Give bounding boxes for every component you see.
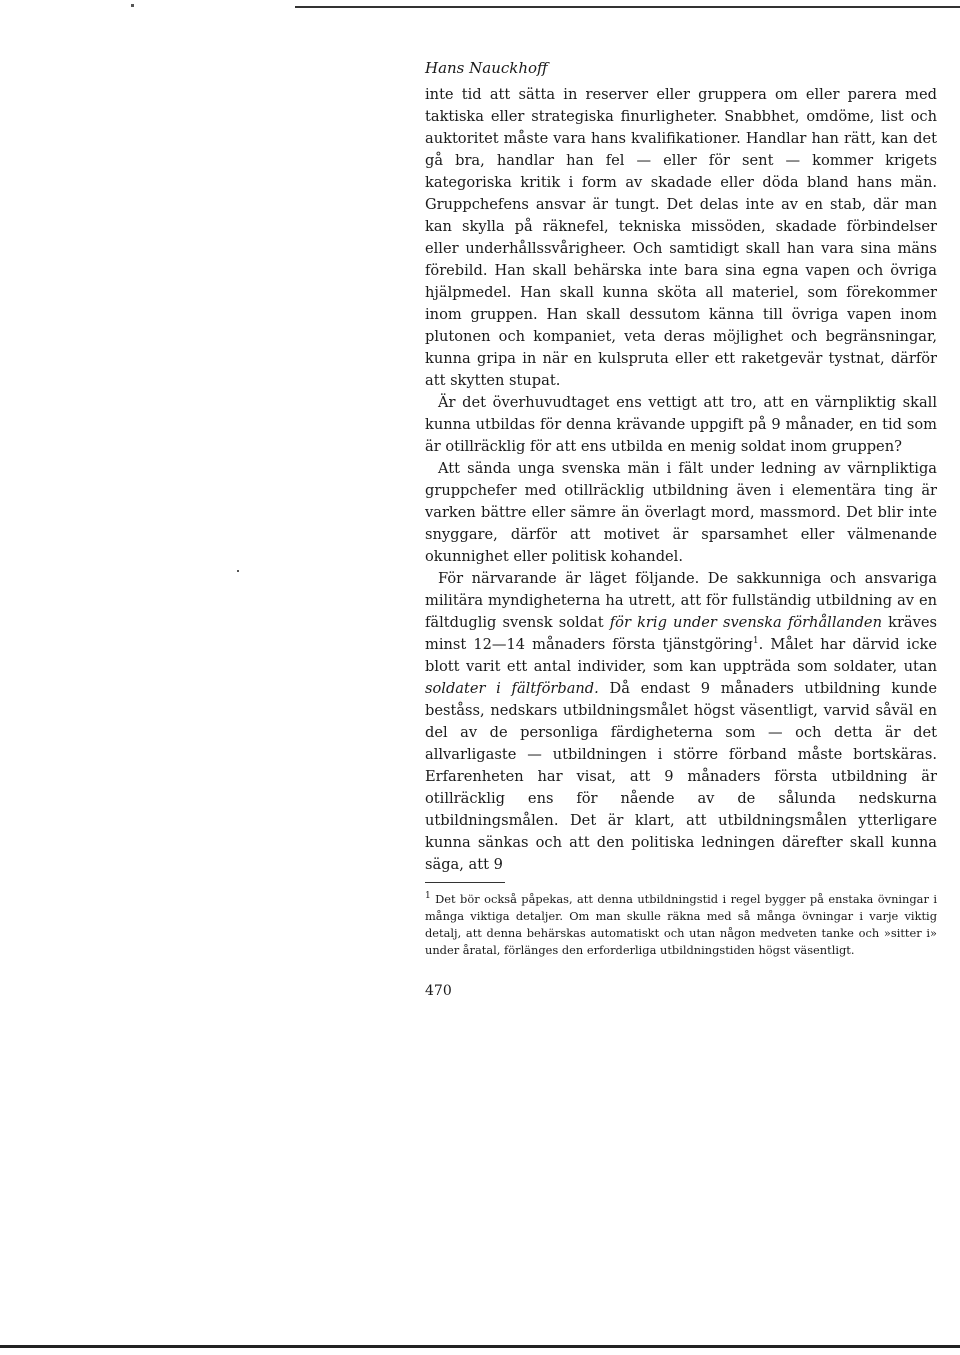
- paragraph-text: Då endast 9 månaders utbildning kunde beståss, nedskars utbildningsmålet högst väsentligt, varvid såväl en del av de personliga färdigheterna som — och detta är det allvarligaste — utbildningen i större förband måste bortskäras. Erfarenheten har visat, att 9 månaders första utbildning är otillräcklig ens för nående av de sålunda nedskurna utbildningsmålen. Det är klart, att utbildningsmålen ytterligare kunna sänkas och att den politiska ledningen därefter skall kunna säga, att 9: [425, 680, 937, 873]
- paragraph: [425, 458, 937, 568]
- top-rule: [295, 6, 960, 8]
- italic-emphasis: för krig under svenska förhållanden: [609, 614, 882, 631]
- paragraph: [425, 392, 937, 458]
- paragraph-text: För närvarande är läget följande. De sakkunniga och ansvariga militära myndigheterna ha utrett, att för fullständig utbildning av en fältduglig svensk soldat: [425, 570, 937, 631]
- scan-speck: [237, 570, 239, 572]
- italic-emphasis: soldater i fältförband.: [425, 680, 599, 697]
- bottom-rule: [0, 1345, 960, 1348]
- scan-speck: [131, 4, 134, 7]
- paragraph-text: Är det överhuvudtaget ens vettigt att tro, att en värnpliktig skall kunna utbildas för denna krävande uppgift på 9 månader, en tid som är otillräcklig för att ens utbilda en menig soldat inom gruppen?: [425, 394, 937, 455]
- paragraph-text: kräves minst 12—14 månaders första tjänstgöring: [425, 614, 938, 653]
- footnote-text: Det bör också påpekas, att denna utbildningstid i regel bygger på enstaka övningar i många viktiga detaljer. Om man skulle räkna med så många övningar i varje viktig detalj, att denna behärskas automatiskt och utan någon medveten tanke och »sitter i» under åratal, förlänges den erforderliga utbildningstiden högst väsentligt.: [425, 892, 937, 957]
- paragraph: [425, 84, 937, 392]
- text-column: [425, 58, 937, 999]
- paragraph-text: Att sända unga svenska män i fält under ledning av värnpliktiga gruppchefer med otillräcklig utbildning även i elementära ting är varken bättre eller sämre än överlagt mord, massmord. Det blir inte snyggare, därför att motivet är sparsamhet eller välmenande okunnighet eller politisk kohandel.: [425, 460, 937, 565]
- footnote-separator: [425, 882, 505, 883]
- footnote-reference[interactable]: 1: [752, 636, 759, 647]
- paragraph-text: . Målet har därvid icke blott varit ett antal individer, som kan uppträda som soldater, utan: [425, 636, 937, 675]
- body-text: [425, 84, 937, 876]
- footnote: [425, 891, 937, 959]
- running-header-author: Hans Nauckhoff: [425, 59, 548, 77]
- footnote-marker: 1: [425, 891, 431, 902]
- page-number: 470: [425, 983, 452, 999]
- paragraph: [425, 568, 937, 876]
- paragraph-text: inte tid att sätta in reserver eller gruppera om eller parera med taktiska eller strategiska finurligheter. Snabbhet, omdöme, list och auktoritet måste vara hans kvalifikationer. Handlar han rätt, kan det gå bra, handlar han fel — eller för sent — kommer krigets kategoriska kritik i form av skadade eller döda bland hans män. Gruppchefens ansvar är tungt. Det delas inte av en stab, där man kan skylla på räknefel, tekniska missöden, skadade förbindelser eller underhållssvårigheer. Och samtidigt skall han vara sina mäns förebild. Han skall behärska inte bara sina egna vapen och övriga hjälpmedel. Han skall kunna sköta all materiel, som förekommer inom gruppen. Han skall dessutom känna till övriga vapen inom plutonen och kompaniet, veta deras möjlighet och begränsningar, kunna gripa in när en kulspruta eller ett raketgevär tystnat, därför att skytten stupat.: [425, 86, 937, 389]
